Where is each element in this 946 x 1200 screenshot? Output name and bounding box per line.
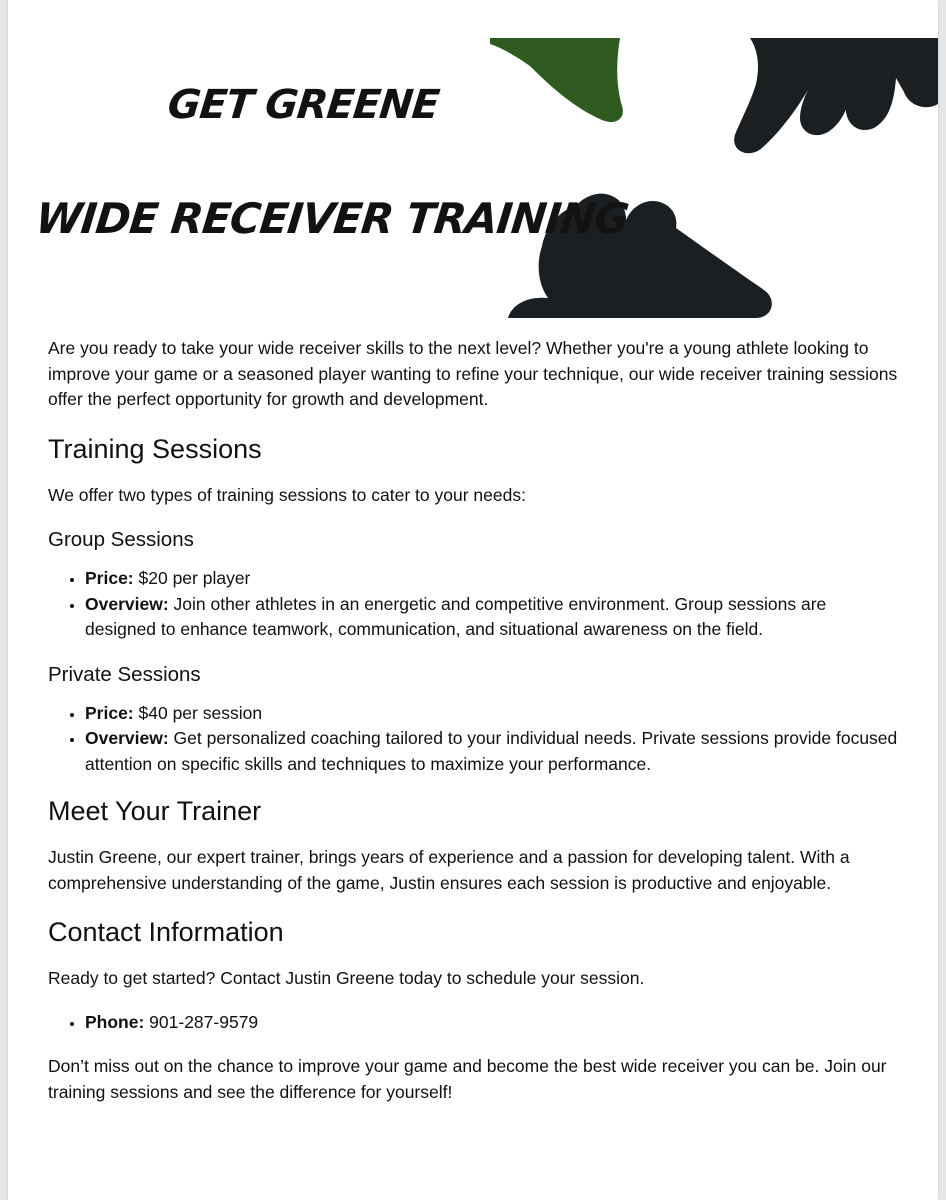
overview-label: Overview: [85,593,169,614]
dark-paw-shape-top [734,38,938,153]
overview-value: Get personalized coaching tailored to your individual needs. Private sessions provide focused attention on specific skills and techniques to maximize your performance. [85,728,898,774]
contact-information-heading: Contact Information [48,917,284,947]
price-label: Price: [85,568,134,588]
group-sessions-list [48,566,898,643]
group-sessions-heading: Group Sessions [48,528,194,551]
phone-value: 901-287-9579 [144,1011,259,1032]
phone-label: Phone: [85,1011,145,1032]
trainer-paragraph: Justin Greene, our expert trainer, brings years of experience and a passion for developing talent. With a comprehensive understanding of the game, Justin ensures each session is productive and enjoyable. [48,847,850,893]
closing-paragraph: Don’t miss out on the chance to improve your game and become the best wide receiver you can be. Join our training sessions and see the difference for yourself! [48,1056,887,1102]
overview-value: Join other athletes in an energetic and competitive environment. Group sessions are designed to enhance teamwork, communication, and situational awareness on the field. [85,593,827,639]
price-label: Price: [85,702,134,723]
list-item [85,566,898,592]
price-value: $40 per session [133,702,263,723]
training-sessions-heading: Training Sessions [48,433,262,464]
list-item [85,592,898,643]
document-page [8,0,938,1200]
overview-label: Overview: [85,728,169,748]
title-wide-receiver-training: WIDE RECEIVER TRAINING [33,194,631,243]
private-sessions-heading: Private Sessions [48,662,201,686]
decorative-brush-shapes [8,0,938,330]
contact-list [48,1010,898,1036]
price-value: $20 per player [133,568,251,588]
list-item [85,726,898,777]
list-item [85,1010,898,1036]
document-body [48,336,898,1105]
intro-paragraph: Are you ready to take your wide receiver skills to the next level? Whether you're a young athlete looking to improve your game or a seasoned player wanting to refine your technique, our wide receiver training sessions offer the perfect opportunity for growth and development. [48,338,898,409]
title-get-greene: GET GREENE [165,82,441,128]
green-leaf-shape [490,38,623,122]
private-sessions-list [48,701,898,778]
list-item [85,701,898,727]
meet-trainer-heading: Meet Your Trainer [48,796,262,826]
training-lead: We offer two types of training sessions to cater to your needs: [48,484,526,505]
contact-lead: Ready to get started? Contact Justin Greene today to schedule your session. [48,968,645,988]
